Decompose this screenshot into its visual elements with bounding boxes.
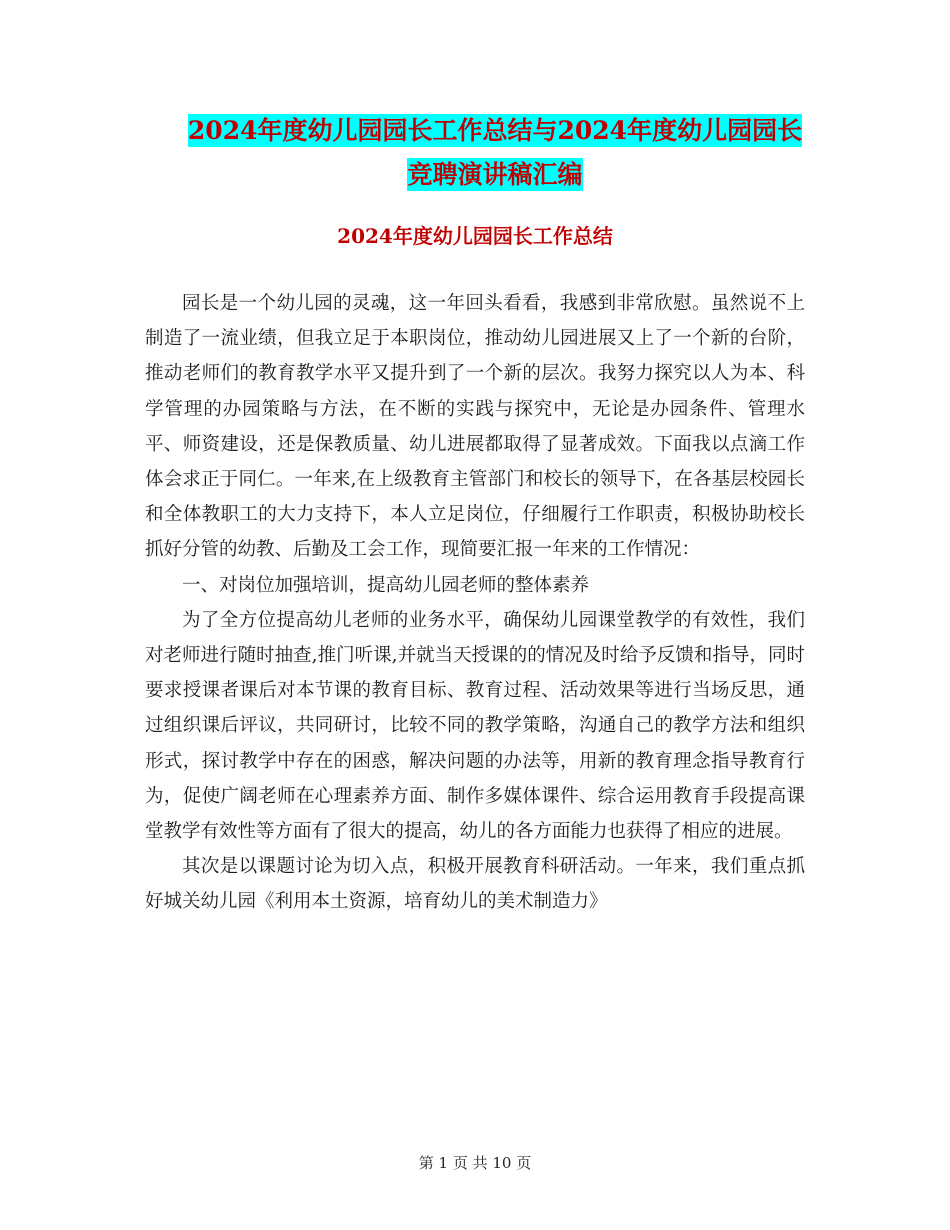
document-title-line-2 <box>120 150 870 200</box>
paragraph-training: 为了全方位提高幼儿老师的业务水平，确保幼儿园课堂教学的有效性，我们对老师进行随时抽查,推门听课,并就当天授课的的情况及时给予反馈和指导，同时要求授课者课后对本节课的教育目标、教育过程、活动效果等进行当场反思，通过组织课后评议，共同研讨，比较不同的教学策略，沟通自己的教学方法和组织形式，探讨教学中存在的困惑，解决问题的办法等，用新的教育理念指导教育行为，促使广阔老师在心理素养方面、制作多媒体课件、综合运用教育手段提高课堂教学有效性等方面有了很大的提高，幼儿的各方面能力也获得了相应的进展。 <box>145 609 805 843</box>
paragraph-research: 其次是以课题讨论为切入点，积极开展教育科研活动。一年来，我们重点抓好城关幼儿园《利用本土资源，培育幼儿的美术制造力》 <box>145 856 805 913</box>
document-title-line-1 <box>120 106 870 156</box>
paragraph-heading-1: 一、对岗位加强培训，提高幼儿园老师的整体素养 <box>182 574 590 596</box>
document-body <box>145 286 805 920</box>
paragraph-intro: 园长是一个幼儿园的灵魂，这一年回头看看，我感到非常欣慰。虽然说不上制造了一流业绩，但我立足于本职岗位，推动幼儿园进展又上了一个新的台阶，推动老师们的教育教学水平又提升到了一个新的层次。我努力探究以人为本、科学管理的办园策略与方法，在不断的实践与探究中，无论是办园条件、管理水平、师资建设，还是保教质量、幼儿进展都取得了显著成效。下面我以点滴工作体会求正于同仁。一年来,在上级教育主管部门和校长的领导下，在各基层校园长和全体教职工的大力支持下，本人立足岗位，仔细履行工作职责，积极协助校长抓好分管的幼教、后勤及工会工作，现简要汇报一年来的工作情况： <box>145 293 805 561</box>
title-highlight: 2024年度幼儿园园长工作总结与2024年度幼儿园园长 <box>187 116 803 145</box>
page-footer: 第 1 页 共 10 页 <box>418 1154 532 1172</box>
section-title: 2024年度幼儿园园长工作总结 <box>337 224 613 248</box>
title-highlight: 竞聘演讲稿汇编 <box>407 160 583 189</box>
